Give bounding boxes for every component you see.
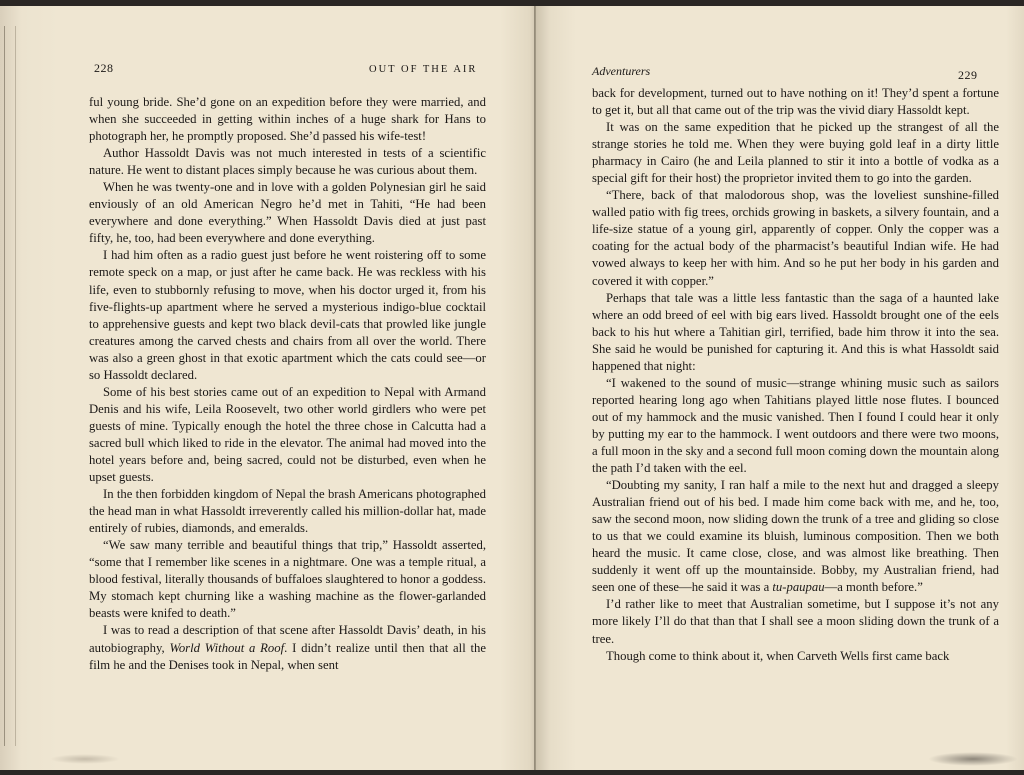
page-number-left: 228: [94, 61, 114, 75]
page-stain: [928, 752, 1018, 766]
page-stain: [50, 754, 120, 764]
paragraph: Author Hassoldt Davis was not much interested in tests of a scientific nature. He went to distant places simply because he was curious about them.: [89, 146, 486, 178]
running-head-left: OUT OF THE AIR: [369, 64, 478, 75]
paragraph: ful young bride. She’d gone on an expedition before they were married, and when she succeeded in getting within inches of a huge shark for Hans to photograph her, he promptly proposed. She’d passed his wife-test!: [89, 95, 486, 144]
paragraph: “There, back of that malodorous shop, was the loveliest sunshine-filled walled patio with fig trees, orchids growing in baskets, a silvery fountain, and a life-size statue of a young girl, apparently of copper. Only the copper was a coating for the actual body of the pharmacist’s beautiful Indian wife. He had vowed always to keep her with him. And so he put her body in his garden and covered it with copper.”: [592, 188, 999, 288]
paragraph: [592, 477, 999, 596]
paragraph-text: “Doubting my sanity, I ran half a mile to the next hut and dragged a sleepy Australian friend out of his bed. I made him come back with me, and he, too, saw the second moon, now sliding down the trunk of a tree and gliding so close to us that we could examine its bluish, luminous composition. Then we both heard the music. It came close, close, and was almost like breathing. Then suddenly it went off up the mountainside. Bobby, my Australian friend, had seen one of these—he said it was a: [592, 478, 999, 595]
paragraph: Though come to think about it, when Carveth Wells first came back: [606, 648, 950, 663]
paragraph: When he was twenty-one and in love with a golden Polynesian girl he said enviously of an old American Negro he’d met in Tahiti, “He had been everywhere and done everything.” When Hassoldt Davis died at just past fifty, he, too, had been everywhere and done everything.: [89, 180, 486, 246]
foreign-word: tu-paupau: [772, 580, 825, 595]
paragraph: “We saw many terrible and beautiful things that trip,” Hassoldt asserted, “some that I remember like scenes in a nightmare. One was a temple ritual, a blood festival, literally thousands of buffaloes slaughtered to honor a goddess. My stomach kept churning like a washing machine as the flower-garlanded beasts were knifed to death.”: [89, 538, 486, 621]
paragraph: It was on the same expedition that he picked up the strangest of all the strange stories he told me. When they were buying gold leaf in a dirty little pharmacy in Cairo (he and Leila planned to stir it into a bottle of vodka as a special gift for their host) the proprietor invited them to go into the garden.: [592, 120, 999, 186]
paragraph: Some of his best stories came out of an expedition to Nepal with Armand Denis and his wife, Leila Roosevelt, two other world girdlers who were pet guests of mine. Typically enough the hotel the three chose in Calcutta had a sacred bull which liked to ride in the elevator. The animal had moved into the hotel years before and, being sacred, could not be disturbed, even when he upset guests.: [89, 384, 486, 485]
book-title: World Without a Roof: [169, 640, 285, 655]
page-edges: [4, 26, 16, 746]
paragraph: back for development, turned out to have nothing on it! They’d spent a fortune to get it, but all that came out of the trip was the vivid diary Hassoldt kept.: [592, 86, 999, 118]
paragraph-text: . I didn’t realize until then that all the film he and the Denises took in Nepal, when sent: [89, 640, 487, 672]
running-head-right: Adventurers: [592, 64, 651, 78]
page-number-right: 229: [958, 68, 978, 82]
paragraph-text: I was to read a description of that scene after Hassoldt Davis’ death, in his autobiography,: [89, 623, 486, 655]
paragraph: [89, 622, 486, 673]
left-page-body: [89, 94, 486, 674]
right-page: [536, 6, 1024, 770]
paragraph: I’d rather like to meet that Australian sometime, but I suppose it’s not any more likely I’ll do that than that I shall see a moon sliding down the trunk of a tree.: [592, 597, 999, 646]
paragraph: In the then forbidden kingdom of Nepal the brash Americans photographed the head man in what Hassoldt irreverently called his million-dollar hat, made entirely of rubies, diamonds, and emeralds.: [89, 487, 486, 536]
paragraph: “I wakened to the sound of music—strange whining music such as sailors reported hearing long ago when Tahitians played little nose flutes. I bounced out of my hammock and the music vanished. Then I found I could hear it only by putting my ear to the hammock. I went outdoors and there were two moons, a full moon in the sky and a second full moon coming down the mountain along the path I’d taken with the eel.: [592, 375, 999, 476]
paragraph: Perhaps that tale was a little less fantastic than the saga of a haunted lake where an odd breed of eel with big ears lived. Hassoldt brought one of the eels back to his hut where a Tahitian girl, terrified, bade him throw it into the sea. She said he would be punished for capturing it. And this is what Hassoldt said happened that night:: [592, 290, 999, 373]
paragraph: I had him often as a radio guest just before he went roistering off to some remote speck on a map, or just after he came back. He was reckless with his life, even to stubbornly refusing to move, when his doctor urged it, from his five-flights-up apartment where he served a mysterious indigo-blue cocktail to apprehensive guests and kept two black devil-cats that prowled like jungle creatures among the carved chests and chairs from all over the world. There was also a green ghost in that exotic apartment which the cats could see—or so Hassoldt declared.: [89, 248, 486, 382]
left-page: [0, 6, 536, 770]
paragraph-text: —a month before.”: [824, 580, 923, 595]
right-page-body: [592, 85, 999, 665]
